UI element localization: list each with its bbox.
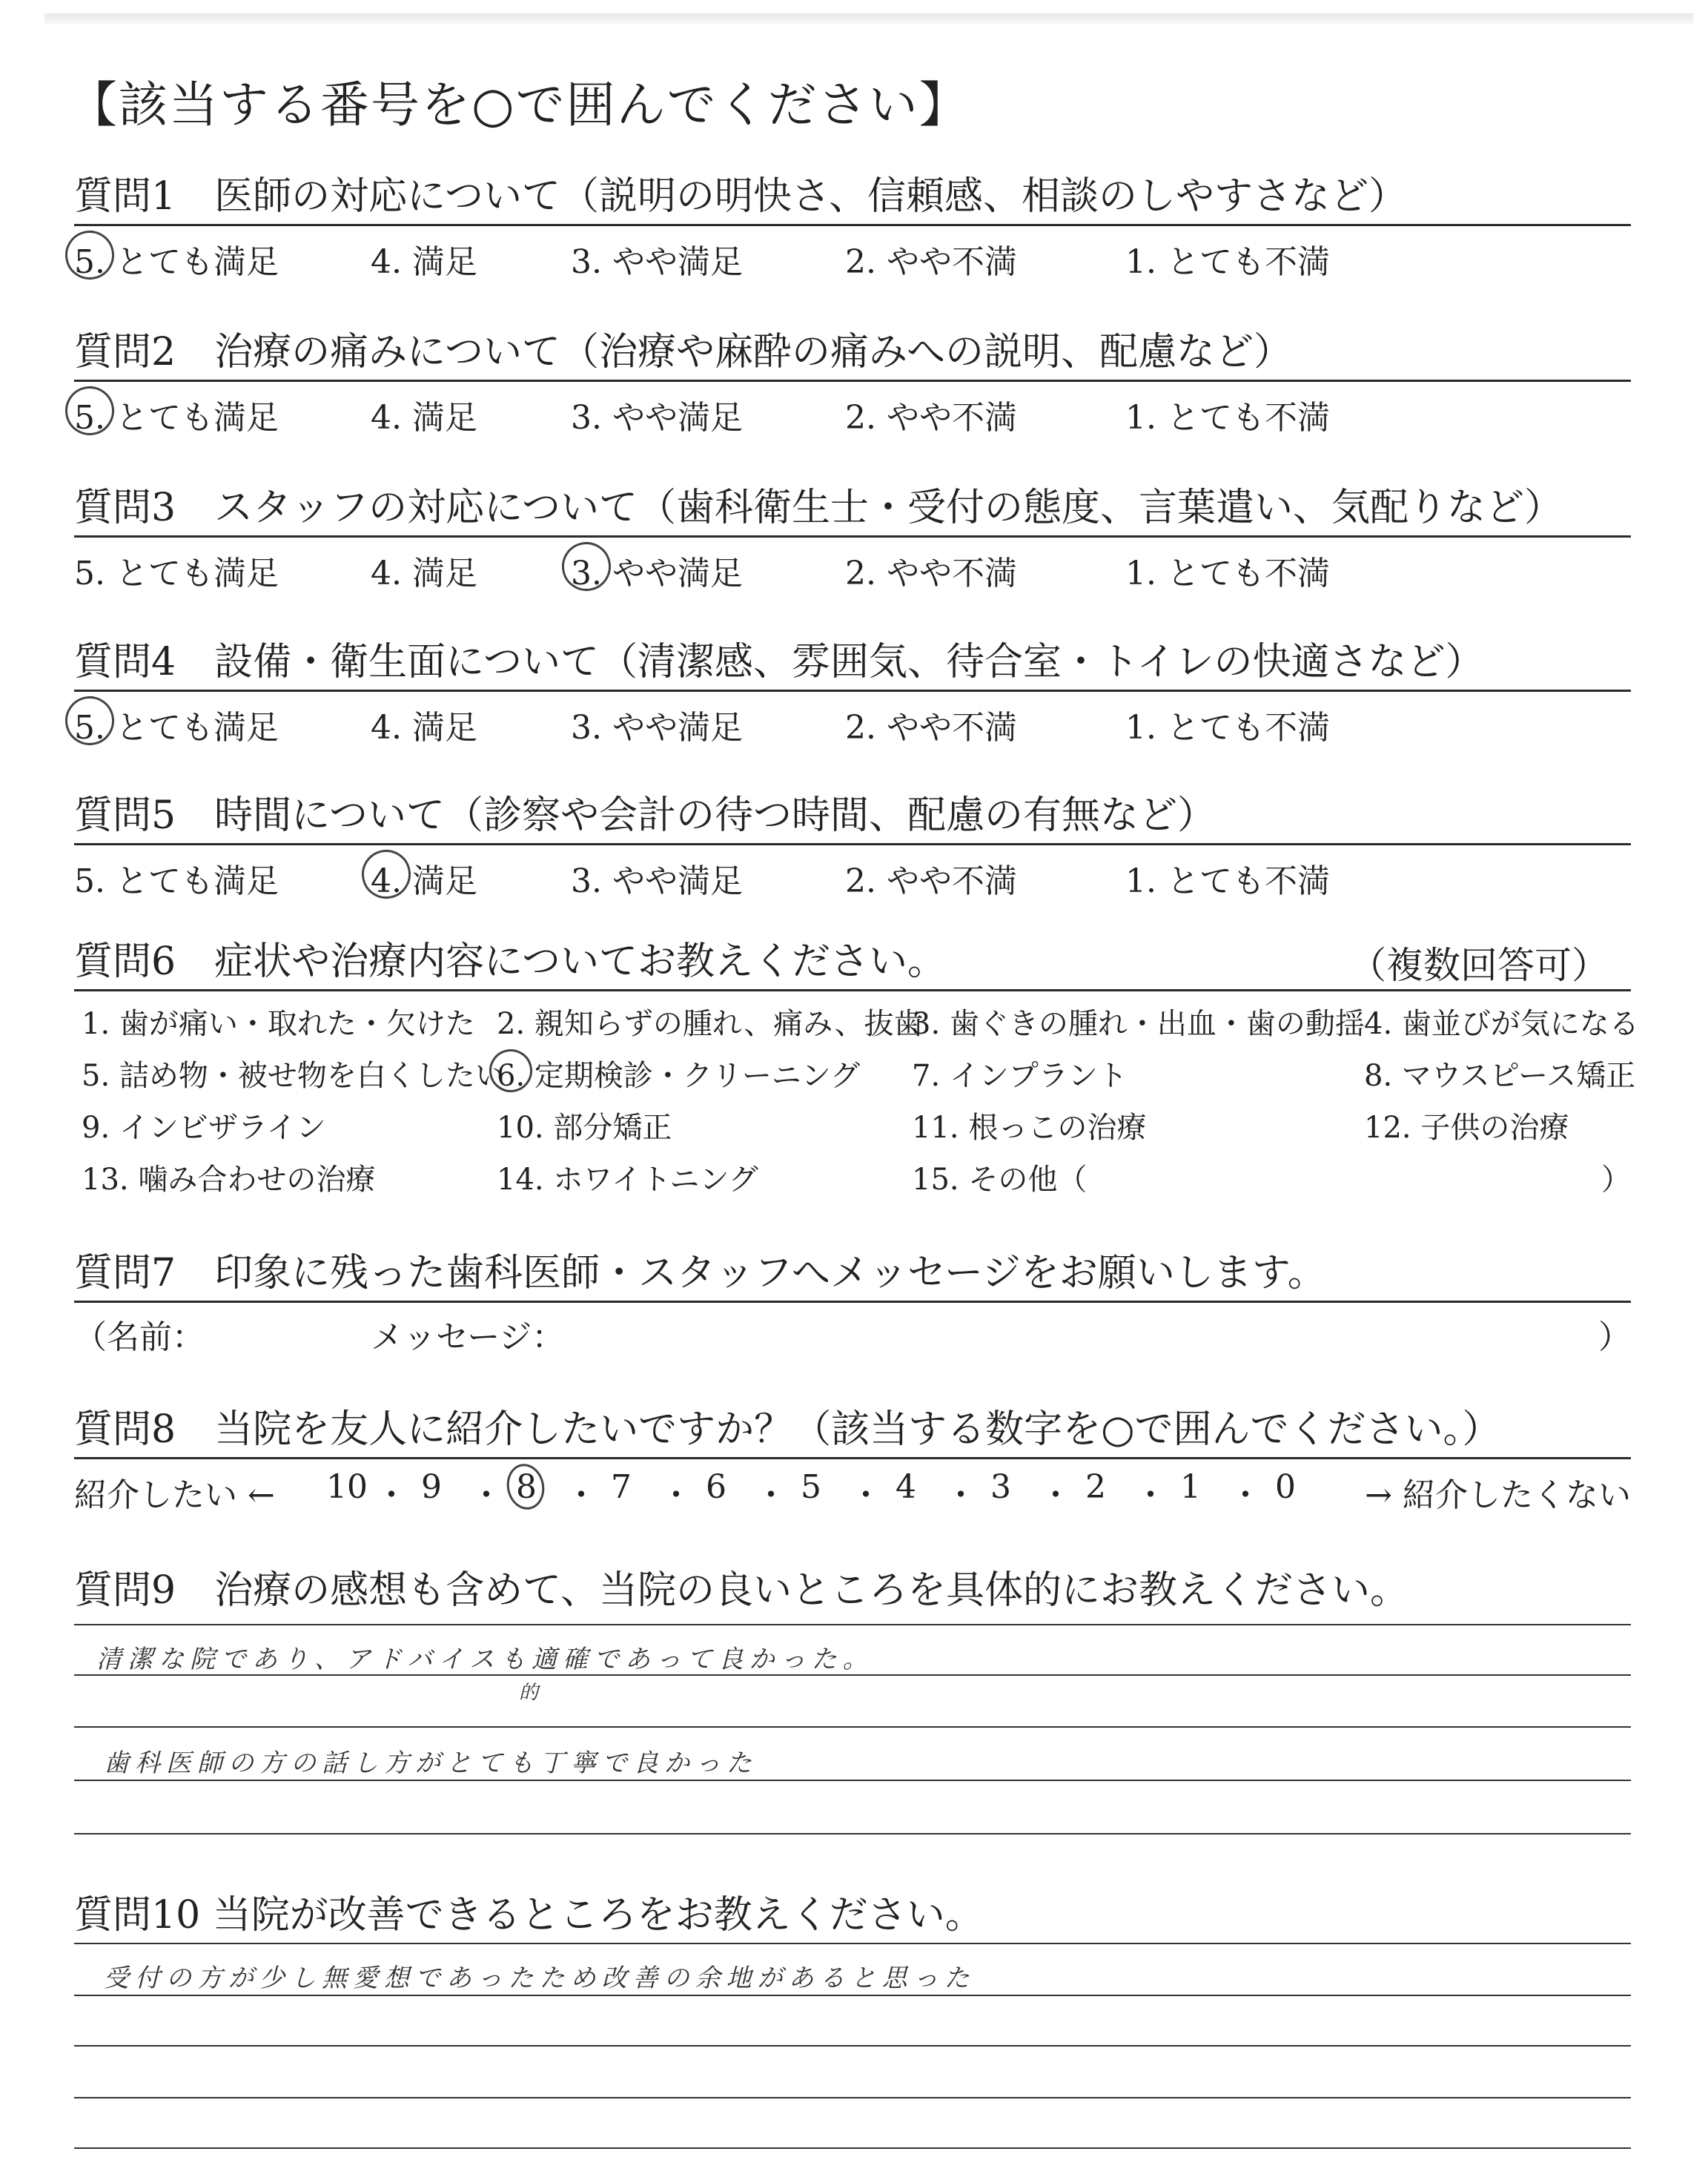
recommend-label: 紹介したい ← <box>74 1476 275 1514</box>
question-4-title: 質問4 設備・衛生面について（清潔感、雰囲気、待合室・トイレの快適さなど） <box>74 640 1484 684</box>
symptom-option[interactable]: 1. 歯が痛い・取れた・欠けた <box>82 1007 475 1041</box>
rating-option[interactable]: 2. やや不満 <box>845 862 1017 900</box>
rating-option[interactable]: 1. とても不満 <box>1125 709 1330 747</box>
write-line <box>74 1995 1631 1996</box>
rating-option[interactable]: 4. 満足 <box>371 862 477 900</box>
rating-options <box>74 538 1631 597</box>
symptom-option[interactable]: 4. 歯並びが気になる <box>1364 1007 1639 1041</box>
symptom-option[interactable]: 11. 根っこの治療 <box>912 1111 1147 1145</box>
question-5-title: 質問5 時間について（診察や会計の待つ時間、配慮の有無など） <box>74 793 1217 838</box>
scale-number[interactable]: 8 <box>516 1468 537 1506</box>
question-3 <box>74 482 1631 597</box>
question-2-title: 質問2 治療の痛みについて（治療や麻酔の痛みへの説明、配慮など） <box>74 330 1293 374</box>
symptom-option[interactable]: 12. 子供の治療 <box>1364 1111 1569 1145</box>
other-close-paren: ） <box>1601 1163 1631 1197</box>
rating-option[interactable]: 2. やや不満 <box>845 243 1017 281</box>
handwritten-answer: 歯科医師の方の話し方がとても丁寧で良かった <box>104 1748 758 1778</box>
scale-number[interactable]: 10 <box>326 1468 368 1506</box>
rating-option[interactable]: 4. 満足 <box>371 399 477 437</box>
question-6 <box>74 936 1639 1214</box>
write-line <box>74 1624 1631 1625</box>
scale-number[interactable]: 6 <box>706 1468 726 1506</box>
scale-separator: ・ <box>850 1476 882 1514</box>
rating-options <box>74 845 1631 905</box>
message-label: メッセージ： <box>371 1318 565 1356</box>
write-line <box>74 2097 1631 2098</box>
scale-separator: ・ <box>755 1476 787 1514</box>
symptom-option[interactable]: 2. 親知らずの腫れ、痛み、抜歯 <box>497 1007 924 1041</box>
form-header: 【該当する番号を○で囲んでください】 <box>68 76 970 133</box>
question-10-title: 質問10 当院が改善できるところをお教えください。 <box>74 1893 984 1938</box>
question-7-title: 質問7 印象に残った歯科医師・スタッフへメッセージをお願いします。 <box>74 1251 1326 1295</box>
name-label: （名前： <box>74 1318 205 1356</box>
scale-number[interactable]: 1 <box>1180 1468 1201 1506</box>
scale-separator: ・ <box>375 1476 408 1514</box>
write-line <box>74 1833 1631 1834</box>
question-2 <box>74 326 1631 441</box>
scale-number[interactable]: 4 <box>896 1468 916 1506</box>
write-line <box>74 1943 1631 1944</box>
rating-option[interactable]: 5. とても満足 <box>74 709 279 747</box>
handwritten-answer: 清潔な院であり、アドバイスも適確であって良かった。 <box>96 1645 874 1674</box>
symptom-option[interactable]: 5. 詰め物・被せ物を白くしたい <box>82 1059 505 1093</box>
not-recommend-label: → 紹介したくない <box>1365 1476 1631 1514</box>
handwritten-correction: 的 <box>519 1682 545 1704</box>
rating-option[interactable]: 5. とても満足 <box>74 243 279 281</box>
scale-separator: ・ <box>1134 1476 1167 1514</box>
write-line <box>74 1780 1631 1781</box>
rating-option[interactable]: 4. 満足 <box>371 555 477 592</box>
rating-option[interactable]: 1. とても不満 <box>1125 862 1330 900</box>
question-10 <box>74 1889 1631 1941</box>
rating-options <box>74 226 1631 285</box>
question-9-title: 質問9 治療の感想も含めて、当院の良いところを具体的にお教えください。 <box>74 1568 1409 1613</box>
symptom-option[interactable]: 14. ホワイトニング <box>497 1163 758 1197</box>
question-8 <box>74 1404 1631 1519</box>
question-8-title: 質問8 当院を友人に紹介したいですか？（該当する数字を○で囲んでください。） <box>74 1407 1501 1452</box>
rating-options <box>74 692 1631 751</box>
question-5 <box>74 790 1631 905</box>
scale-separator: ・ <box>565 1476 598 1514</box>
question-6-title: 質問6 症状や治療内容についてお教えください。 <box>74 939 947 984</box>
scale-number[interactable]: 5 <box>801 1468 821 1506</box>
scale-number[interactable]: 0 <box>1275 1468 1296 1506</box>
referral-scale <box>74 1459 1631 1519</box>
scale-separator: ・ <box>1229 1476 1262 1514</box>
symptom-option[interactable]: 13. 噛み合わせの治療 <box>82 1163 376 1197</box>
question-3-title: 質問3 スタッフの対応について（歯科衛生士・受付の態度、言葉遣い、気配りなど） <box>74 486 1563 530</box>
rating-option[interactable]: 1. とても不満 <box>1125 243 1330 281</box>
question-1-title: 質問1 医師の対応について（説明の明快さ、信頼感、相談のしやすさなど） <box>74 174 1407 219</box>
scale-separator: ・ <box>944 1476 977 1514</box>
rating-option[interactable]: 5. とても満足 <box>74 862 279 900</box>
handwritten-answer: 受付の方が少し無愛想であったため改善の余地があると思った <box>104 1964 976 1993</box>
symptom-option[interactable]: 8. マウスピース矯正 <box>1364 1059 1636 1093</box>
rating-option[interactable]: 1. とても不満 <box>1125 555 1330 592</box>
symptom-option[interactable]: 15. その他（ <box>912 1163 1088 1197</box>
symptom-option[interactable]: 6. 定期検診・クリーニング <box>497 1059 861 1093</box>
write-line <box>74 1674 1631 1676</box>
scale-separator: ・ <box>660 1476 692 1514</box>
rating-options <box>74 382 1631 441</box>
question-7 <box>74 1247 1631 1362</box>
rating-option[interactable]: 2. やや不満 <box>845 399 1017 437</box>
scale-separator: ・ <box>470 1476 503 1514</box>
rating-option[interactable]: 4. 満足 <box>371 243 477 281</box>
multi-answer-note: （複数回答可） <box>1349 944 1609 987</box>
scale-number[interactable]: 3 <box>990 1468 1011 1506</box>
rating-option[interactable]: 3. やや満足 <box>571 862 743 900</box>
scale-number[interactable]: 2 <box>1085 1468 1106 1506</box>
handwritten-circle-mark <box>503 1460 549 1513</box>
symptom-option[interactable]: 10. 部分矯正 <box>497 1111 672 1145</box>
rating-option[interactable]: 1. とても不満 <box>1125 399 1330 437</box>
write-line <box>74 2045 1631 2047</box>
rating-option[interactable]: 2. やや不満 <box>845 555 1017 592</box>
write-line <box>74 1726 1631 1728</box>
rating-option[interactable]: 2. やや不満 <box>845 709 1017 747</box>
rating-option[interactable]: 5. とても満足 <box>74 555 279 592</box>
rating-option[interactable]: 3. やや満足 <box>571 709 743 747</box>
write-line <box>74 2147 1631 2149</box>
symptom-options <box>74 991 1639 1214</box>
rating-option[interactable]: 4. 満足 <box>371 709 477 747</box>
rating-option[interactable]: 5. とても満足 <box>74 399 279 437</box>
symptom-option[interactable]: 7. インプラント <box>912 1059 1128 1093</box>
rating-option[interactable]: 3. やや満足 <box>571 243 743 281</box>
rating-option[interactable]: 3. やや満足 <box>571 555 743 592</box>
scale-number[interactable]: 7 <box>611 1468 632 1506</box>
scan-top-band <box>44 13 1693 24</box>
rating-option[interactable]: 3. やや満足 <box>571 399 743 437</box>
symptom-option[interactable]: 9. インビザライン <box>82 1111 326 1145</box>
scale-number[interactable]: 9 <box>421 1468 442 1506</box>
scale-separator: ・ <box>1039 1476 1072 1514</box>
symptom-option[interactable]: 3. 歯ぐきの腫れ・出血・歯の動揺 <box>912 1007 1365 1041</box>
question-9 <box>74 1565 1631 1616</box>
question-1 <box>74 171 1631 285</box>
question-4 <box>74 636 1631 751</box>
q7-close-paren: ） <box>1598 1318 1631 1356</box>
